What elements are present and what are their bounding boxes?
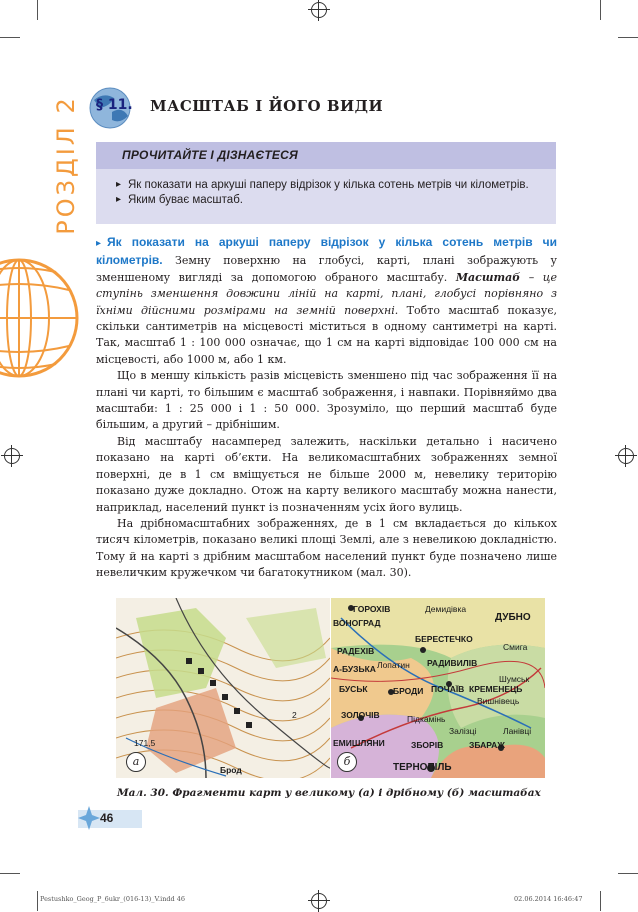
map-label: ЕМИШЛЯНИ bbox=[333, 738, 385, 748]
small-scale-map bbox=[331, 598, 545, 778]
crop-mark bbox=[600, 891, 601, 911]
list-item bbox=[116, 193, 548, 208]
map-label: БУСЬК bbox=[339, 684, 368, 694]
body-text bbox=[96, 234, 557, 582]
bullet-arrow-icon: ▸ bbox=[96, 238, 102, 249]
map-label: КРЕМЕНЕЦЬ bbox=[469, 684, 523, 694]
crop-mark bbox=[37, 0, 38, 20]
map-label: БРОДИ bbox=[393, 686, 424, 696]
registration-mark-icon bbox=[311, 2, 327, 18]
map-label: ДУБНО bbox=[495, 612, 531, 623]
page-number: 46 bbox=[100, 811, 114, 825]
crop-mark bbox=[0, 873, 20, 874]
map-label: Ланівці bbox=[503, 726, 532, 736]
map-label: Залізці bbox=[449, 726, 477, 736]
map-label: Смига bbox=[503, 642, 528, 652]
globe-icon bbox=[0, 248, 84, 388]
paragraph bbox=[96, 234, 557, 368]
map-label: ЗБОРІВ bbox=[411, 740, 444, 750]
bullet-arrow-icon: ▸ bbox=[116, 193, 122, 205]
bullet-arrow-icon: ▸ bbox=[116, 179, 122, 190]
map-label: 171,5 bbox=[134, 738, 156, 748]
figure-caption: Мал. 30. Фрагменти карт у великому (а) і дрібному (б) масштабах bbox=[117, 787, 541, 799]
read-box-title: ПРОЧИТАЙТЕ І ДІЗНАЄТЕСЯ bbox=[122, 148, 298, 162]
map-label: РАДИВИЛІВ bbox=[427, 658, 478, 668]
crop-mark bbox=[0, 37, 20, 38]
list-item-text: Яким буває масштаб. bbox=[128, 193, 243, 206]
crop-mark bbox=[600, 0, 601, 20]
list-item-text: Як показати на аркуші паперу відрізок у кілька сотень метрів чи кілометрів. bbox=[128, 179, 529, 191]
map-label: ВОНОГРАД bbox=[333, 618, 381, 628]
paragraph: Від масштабу насамперед залежить, наскільки детально і насичено показано на карті об’єкти. На великомасштабних зображеннях земної поверхні, де в 1 см вміщується не більше 2000 м, невелику територію показано дуже докладно. Отож на карту великого масштабу можна нанести, наприклад, населений пункт із позначенням усіх його вулиць. bbox=[96, 434, 557, 514]
topographic-map-image bbox=[116, 598, 330, 778]
read-box-header bbox=[96, 142, 556, 169]
map-label: ЗОЛОЧІВ bbox=[341, 710, 380, 720]
map-label: БЕРЕСТЕЧКО bbox=[415, 634, 473, 644]
paragraph-text: Земну поверхню на глобусі, карті, плані зображують у зменшеному вигляді за допомогою обраного масштабу. bbox=[96, 254, 557, 284]
print-date: 02.06.2014 16:46:47 bbox=[514, 895, 583, 903]
compass-star-icon bbox=[78, 806, 100, 830]
map-label: 2 bbox=[292, 710, 297, 720]
map-label: ГОРОХІВ bbox=[353, 604, 391, 614]
crop-mark bbox=[618, 873, 638, 874]
definition-term: Масштаб bbox=[455, 270, 521, 284]
definition-text: – це ступінь зменшення довжини ліній на карті, плані, глобусі порівняно з їхніми дійсними розмірами на земній поверхні. bbox=[96, 270, 557, 317]
read-box-list bbox=[116, 178, 548, 207]
map-letter: б bbox=[337, 752, 357, 772]
paragraph: Що в меншу кількість разів місцевість зменшено під час зображення її на плані чи карті, то більшим є масштаб зображення, і навпаки. Порівняймо два масштаби: 1 : 25 000 і 1 : 50 000. Зрозуміло, що перший масштаб буде більшим, а другий – дрібнішим. bbox=[96, 369, 557, 432]
section-number: § 11. bbox=[96, 97, 133, 113]
registration-mark-icon bbox=[311, 893, 327, 909]
map-label: ТЕРНОПІЛЬ bbox=[393, 762, 452, 773]
print-file-name: Pestushko_Geog_P_6ukr_(016-13)_V.indd 46 bbox=[40, 895, 186, 903]
map-label: Шумськ bbox=[499, 674, 530, 684]
lead-question: Як показати на аркуші паперу відрізок у кілька сотень метрів чи кілометрів. bbox=[96, 235, 557, 268]
large-scale-map bbox=[116, 598, 330, 778]
page-title: МАСШТАБ І ЙОГО ВИДИ bbox=[150, 97, 384, 115]
map-label: ЗБАРАЖ bbox=[469, 740, 505, 750]
map-label: Лопатин bbox=[377, 660, 410, 670]
map-label: Вишнівець bbox=[477, 696, 520, 706]
map-label: РАДЕХІВ bbox=[337, 646, 375, 656]
registration-mark-icon bbox=[4, 448, 20, 464]
map-label: Брод bbox=[220, 765, 242, 775]
map-label: Підкамінь bbox=[407, 714, 446, 724]
section-label-text: РОЗДІЛ 2 bbox=[52, 95, 80, 235]
map-letter: а bbox=[126, 752, 146, 772]
registration-mark-icon bbox=[618, 448, 634, 464]
map-label: А-БУЗЬКА bbox=[333, 664, 376, 674]
map-label: ПОЧАЇВ bbox=[431, 684, 465, 694]
list-item bbox=[116, 178, 548, 193]
paragraph: На дрібномасштабних зображеннях, де в 1 см вкладається до кількох тисяч кілометрів, показано великі площі Землі, але з невеликою докладністю. Тому й на карті з дрібним масштабом населений пункт буде позначено лише невеличким кружечком чи багатокутником (мал. 30). bbox=[96, 516, 557, 580]
paragraph-text: Тобто масштаб показує, скільки сантиметрів на місцевості міститься в одному сантиметрі на карті. Так, масштаб 1 : 100 000 означає, що 1 см на карті відповідає 100 000 см на місцевості, або 1000 м, або 1 км. bbox=[96, 303, 557, 366]
map-label: Демидівка bbox=[425, 604, 467, 614]
crop-mark bbox=[37, 891, 38, 911]
read-and-learn-box bbox=[96, 142, 556, 224]
crop-mark bbox=[618, 37, 638, 38]
section-label bbox=[54, 90, 78, 240]
